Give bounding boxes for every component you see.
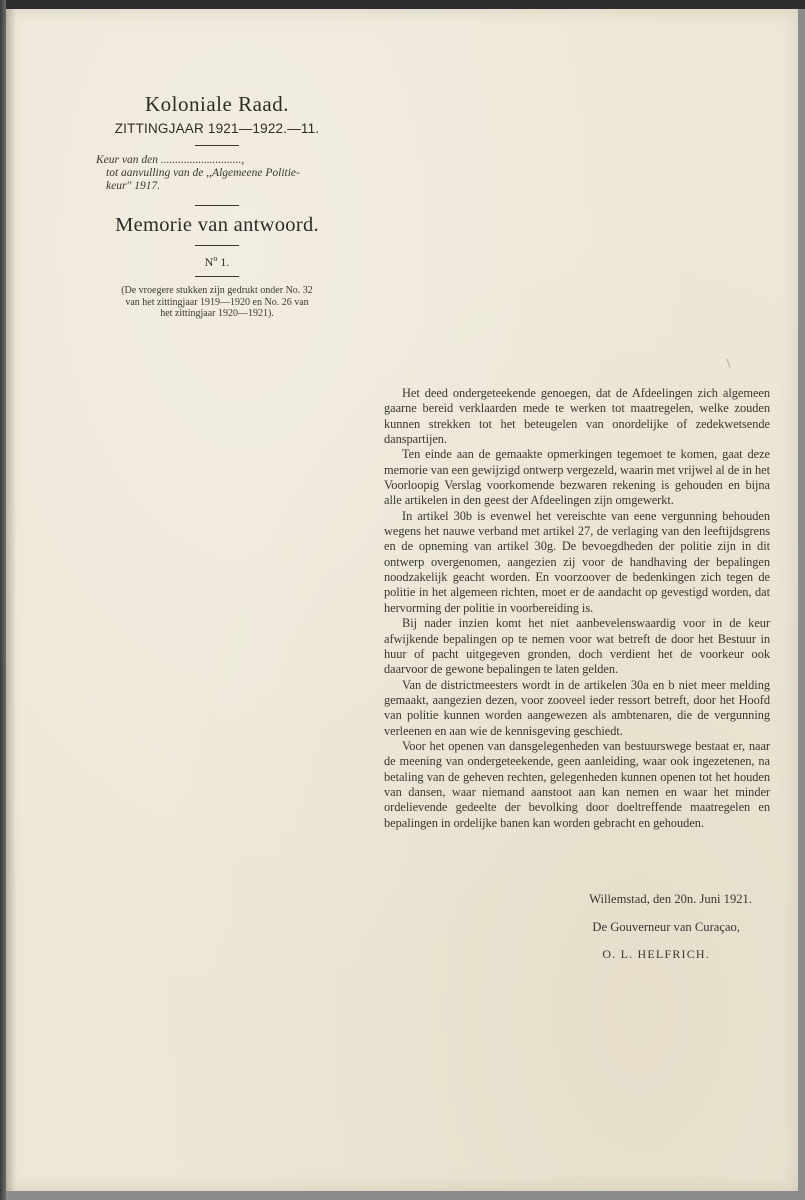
body-paragraph: Van de districtmeesters wordt in de artikelen 30a en b niet meer melding gemaakt, aangezien dezen, voor zooveel ieder ressort betreft, door het Hoofd van politie kunnen worden aangewezen als ambtenaren, die de vergunning verleenen en aan wie de kennisgeving geschiedt. [384, 677, 770, 738]
number-prefix: N [204, 255, 214, 269]
note-line: het zittingjaar 1920—1921). [160, 308, 274, 319]
divider [195, 276, 239, 277]
session-year: ZITTINGJAAR 1921—1922.—11. [114, 121, 320, 136]
divider [195, 205, 239, 206]
body-paragraph: In artikel 30b is evenwel het vereischte van eene vergunning behouden wegens het nauwe verband met artikel 27, de verlaging van den leeftijdsgrens en de opneming van artikel 30g. De bevoegdheden der politie zijn in dit ontwerp overgenomen, aangezien zij voor de handhaving der bepalingen noodzakelijk geacht worden. En voorzoover de bedenkingen zich tegen de politie in het algemeen richten, moet er de aandacht op gevestigd worden, dat hervorming der politie in voorbereiding is. [384, 508, 770, 615]
memorandum-body [384, 386, 770, 831]
bill-description-line: keur'' 1917. [106, 180, 161, 192]
number-value: 1. [217, 255, 230, 269]
document-title: Memorie van antwoord. [115, 214, 319, 236]
note-line: van het zittingjaar 1919—1920 en No. 26 van [125, 296, 309, 308]
body-paragraph: Het deed ondergeteekende genoegen, dat de Afdeelingen zich algemeen gaarne bereid verklaarden mede te werken tot maatregelen, welke zouden kunnen strekken tot het beteugelen van onordelijke of zedekwetsende danspartijen. [384, 386, 770, 447]
page-binding-shadow [6, 9, 16, 1191]
signature-role: De Gouverneur van Curaçao, [592, 920, 740, 934]
note-line: (De vroegere stukken zijn gedrukt onder No. 32 [121, 285, 313, 296]
bill-description-line: tot aanvulling van de ,,Algemeene Politie- [106, 167, 300, 179]
divider [195, 145, 239, 146]
document-number [90, 254, 344, 270]
bill-description [90, 154, 344, 193]
signature-name: O. L. HELFRICH. [602, 947, 710, 961]
document-header [90, 92, 344, 320]
council-title: Koloniale Raad. [145, 92, 289, 116]
body-paragraph: Voor het openen van dansgelegenheden van bestuurswege bestaat er, naar de meening van ondergeteekende, geen aanleiding, waar ook ingezetenen, na betaling van de geheven rechten, gelegenheden kunnen openen tot het houden van dansen, waar niemand aanstoot aan kan nemen en waar het minder ordelievende gedeelte der bevolking door doeltreffende maatregelen en bepalingen in ordelijke banen kan worden gebracht en gehouden. [384, 738, 770, 830]
number-superscript: o [213, 254, 218, 263]
scan-top-border [0, 0, 805, 9]
body-paragraph: Bij nader inzien komt het niet aanbevelenswaardig voor in de keur afwijkende bepalingen op te nemen voor wat betreft de door het Bestuur in huur of pacht uitgegeven gronden, doch verdient het de voorkeur ook daarvoor de gewone bepalingen te laten gelden. [384, 616, 770, 677]
previous-documents-note [90, 285, 344, 320]
body-paragraph: Ten einde aan de gemaakte opmerkingen tegemoet te komen, gaat deze memorie van een gewijzigd ontwerp vergezeld, waarin met vrijwel al de in het Voorloopig Verslag voorkomende bezwaren rekening is gehouden en bijna alle artikelen in den geest der Afdeelingen zijn omgewerkt. [384, 447, 770, 508]
divider [195, 245, 239, 246]
bill-description-line: Keur van den ............................, [96, 154, 245, 166]
signature-date: Willemstad, den 20n. Juni 1921. [589, 892, 752, 906]
